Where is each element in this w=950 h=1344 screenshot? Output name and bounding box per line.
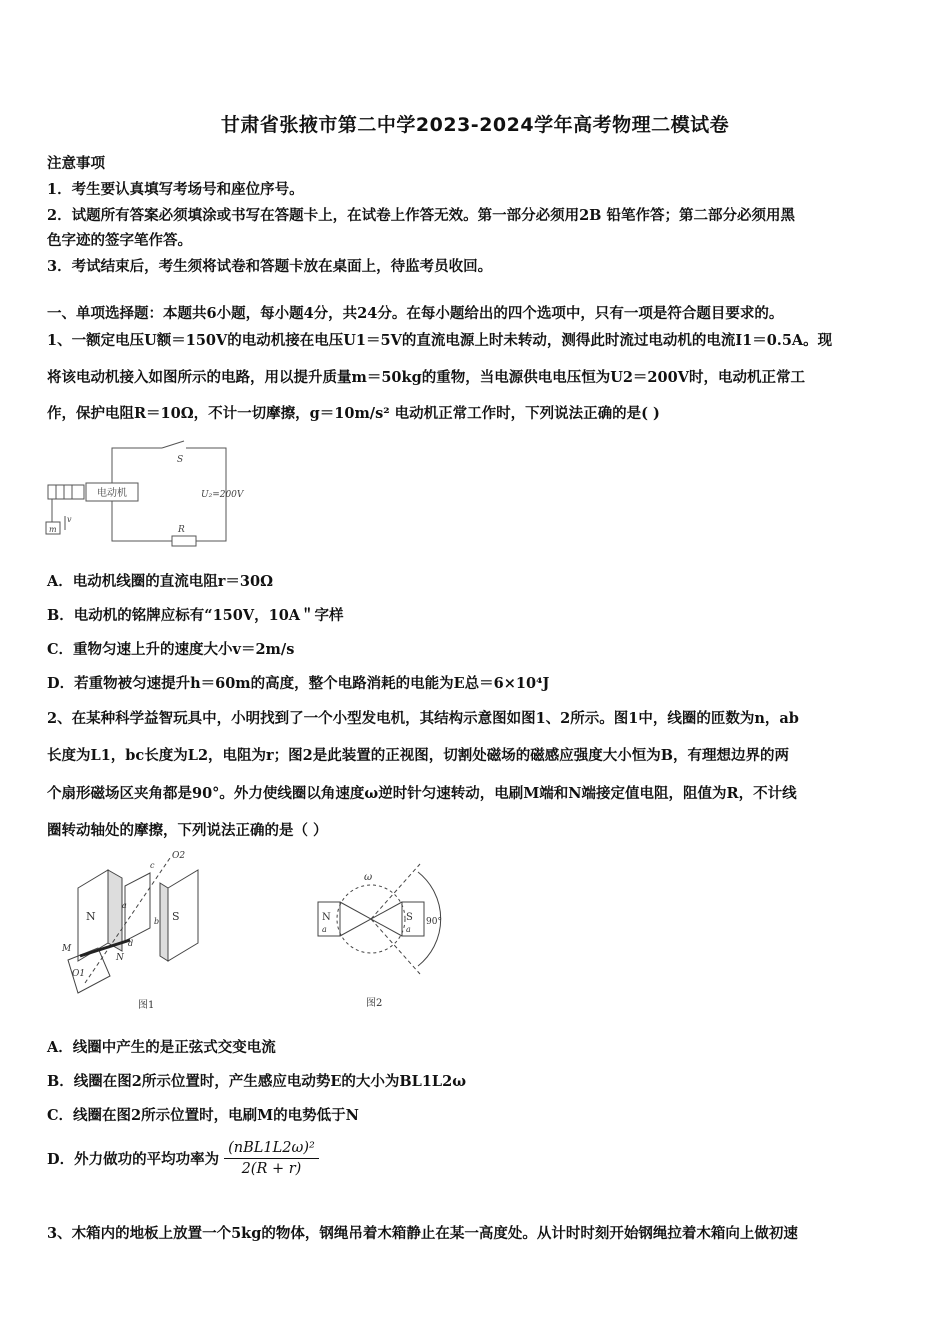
q2-option-c: C．线圈在图2所示位置时，电刷M的电势低于N xyxy=(47,1107,359,1124)
switch-label: S xyxy=(177,455,184,465)
switch xyxy=(162,441,184,448)
notice-item: 3．考试结束后，考生须将试卷和答题卡放在桌面上，待监考员收回。 xyxy=(47,258,493,275)
magnet-n-label: N xyxy=(86,910,96,923)
mass-label: m xyxy=(49,525,57,534)
q2-option-d xyxy=(47,1140,907,1177)
svg-text:S: S xyxy=(406,912,413,923)
q1-option-b: B．电动机的铭牌应标有“150V，10A＂字样 xyxy=(47,607,344,624)
q2-figure-1 xyxy=(50,848,225,1013)
q1-line: 作，保护电阻R＝10Ω，不计一切摩擦，g＝10m/s² 电动机正常工作时，下列说法正确的是( ) xyxy=(47,405,660,422)
figure-2-caption: 图2 xyxy=(366,998,383,1009)
notice-item: 2．试题所有答案必须填涂或书写在答题卡上，在试卷上作答无效。第一部分必须用2B 铅笔作答；第二部分必须用黑 xyxy=(47,207,795,224)
svg-text:a: a xyxy=(122,901,127,910)
motor-shaft xyxy=(48,485,84,499)
q1-option-c: C．重物匀速上升的速度大小v＝2m/s xyxy=(47,641,295,658)
q1-option-a: A．电动机线圈的直流电阻r＝30Ω xyxy=(47,573,273,590)
svg-text:ω: ω xyxy=(364,872,373,883)
magnet-s-label: S xyxy=(172,910,180,923)
q1-circuit-diagram xyxy=(44,440,264,550)
q2-option-d-text: D．外力做功的平均功率为 xyxy=(47,1151,220,1168)
fraction-denominator: 2(R + r) xyxy=(241,1161,302,1177)
motor-label: 电动机 xyxy=(97,488,127,499)
q2-option-a: A．线圈中产生的是正弦式交变电流 xyxy=(47,1039,276,1056)
svg-text:O2: O2 xyxy=(172,851,186,861)
notice-item: 1．考生要认真填写考场号和座位序号。 xyxy=(47,181,304,198)
voltage-label: U₂=200V xyxy=(201,490,244,500)
coil xyxy=(125,873,150,941)
q3-line: 3、木箱内的地板上放置一个5kg的物体，钢绳吊着木箱静止在某一高度处。从计时时刻开始钢绳拉着木箱向上做初速 xyxy=(47,1225,798,1242)
svg-text:a: a xyxy=(406,925,411,934)
q2-line: 个扇形磁场区夹角都是90°。外力使线圈以角速度ω逆时针匀速转动，电刷M端和N端接定值电阻，阻值为R，不计线 xyxy=(47,785,797,802)
page-title: 甘肃省张掖市第二中学2023-2024学年高考物理二模试卷 xyxy=(220,114,730,136)
q2-option-b: B．线圈在图2所示位置时，产生感应电动势E的大小为BL1L2ω xyxy=(47,1073,467,1090)
svg-text:90°: 90° xyxy=(426,917,442,927)
velocity-label: v xyxy=(67,515,72,524)
svg-text:N: N xyxy=(322,912,331,923)
notice-heading: 注意事项 xyxy=(47,155,105,172)
q2-line: 圈转动轴处的摩擦，下列说法正确的是（ ） xyxy=(47,822,328,839)
svg-text:b: b xyxy=(154,917,160,926)
q2-figure-2 xyxy=(310,862,460,1012)
svg-text:O1: O1 xyxy=(72,969,86,979)
svg-text:N: N xyxy=(116,953,124,963)
q2-line: 2、在某种科学益智玩具中，小明找到了一个小型发电机，其结构示意图如图1、2所示。图1中，线圈的匝数为n，ab xyxy=(47,710,799,727)
resistor xyxy=(172,536,196,546)
resistor-label: R xyxy=(178,525,185,535)
fraction-numerator: (nBL1L2ω)² xyxy=(224,1140,319,1159)
svg-text:c: c xyxy=(150,861,155,870)
svg-text:d: d xyxy=(128,939,134,948)
notice-item: 色字迹的签字笔作答。 xyxy=(47,232,192,249)
q1-line: 1、一额定电压U额＝150V的电动机接在电压U1＝5V的直流电源上时未转动，测得此时流过电动机的电流I1＝0.5A。现 xyxy=(47,332,833,349)
q2-line: 长度为L1，bc长度为L2，电阻为r；图2是此装置的正视图，切割处磁场的磁感应强度大小恒为B，有理想边界的两 xyxy=(47,747,790,764)
section-heading: 一、单项选择题：本题共6小题，每小题4分，共24分。在每小题给出的四个选项中，只有一项是符合题目要求的。 xyxy=(47,305,784,322)
svg-text:M: M xyxy=(62,944,72,954)
q1-line: 将该电动机接入如图所示的电路，用以提升质量m＝50kg的重物，当电源供电电压恒为U2＝200V时，电动机正常工 xyxy=(47,369,805,386)
svg-text:a: a xyxy=(322,925,327,934)
power-fraction xyxy=(224,1140,319,1177)
q1-option-d: D．若重物被匀速提升h＝60m的高度，整个电路消耗的电能为E总＝6×10⁴J xyxy=(47,675,550,692)
figure-1-caption: 图1 xyxy=(138,1000,155,1011)
